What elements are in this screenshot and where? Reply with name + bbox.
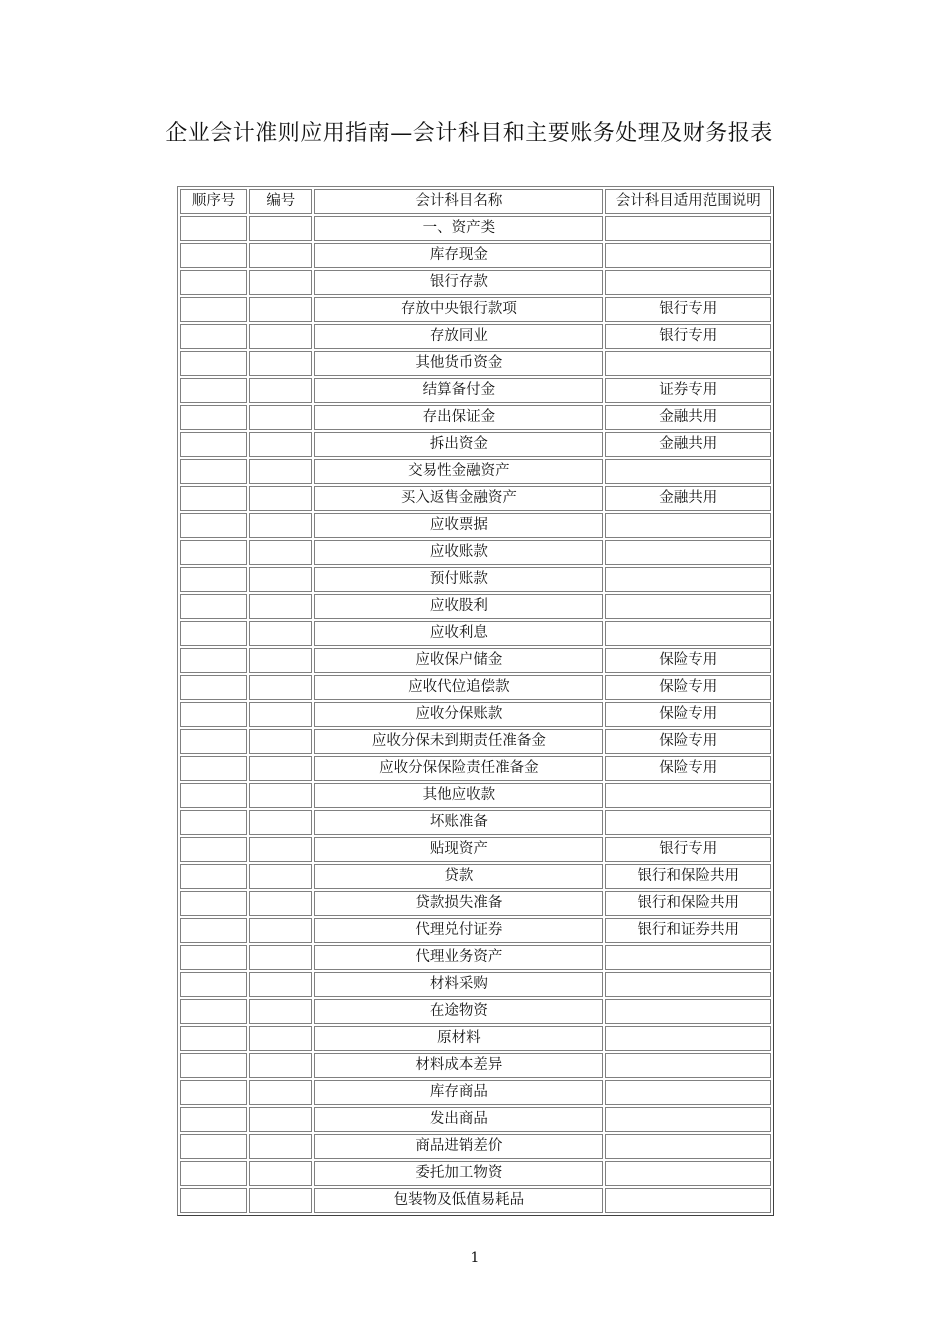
cell-name: 存放同业	[314, 324, 603, 349]
cell-code	[249, 999, 312, 1024]
cell-name: 交易性金融资产	[314, 459, 603, 484]
cell-seq	[180, 1134, 247, 1159]
table-row	[180, 378, 771, 403]
cell-scope: 保险专用	[605, 648, 771, 673]
cell-code	[249, 216, 312, 241]
header-code: 编号	[249, 189, 312, 214]
cell-code	[249, 1026, 312, 1051]
table-row	[180, 864, 771, 889]
cell-scope: 银行和保险共用	[605, 891, 771, 916]
cell-name: 应收保户储金	[314, 648, 603, 673]
cell-scope: 证券专用	[605, 378, 771, 403]
cell-seq	[180, 837, 247, 862]
cell-code	[249, 1107, 312, 1132]
cell-scope: 保险专用	[605, 702, 771, 727]
cell-scope	[605, 594, 771, 619]
cell-code	[249, 270, 312, 295]
cell-scope: 金融共用	[605, 486, 771, 511]
cell-seq	[180, 810, 247, 835]
cell-name: 贴现资产	[314, 837, 603, 862]
cell-code	[249, 567, 312, 592]
cell-seq	[180, 324, 247, 349]
cell-code	[249, 810, 312, 835]
cell-seq	[180, 540, 247, 565]
cell-scope	[605, 270, 771, 295]
cell-scope	[605, 1107, 771, 1132]
cell-seq	[180, 648, 247, 673]
table-row	[180, 729, 771, 754]
cell-name: 买入返售金融资产	[314, 486, 603, 511]
table-row	[180, 216, 771, 241]
cell-name: 包装物及低值易耗品	[314, 1188, 603, 1213]
document-title: 企业会计准则应用指南—会计科目和主要账务处理及财务报表	[165, 121, 773, 146]
table-row	[180, 297, 771, 322]
cell-scope: 银行专用	[605, 837, 771, 862]
cell-seq	[180, 459, 247, 484]
cell-name: 坏账准备	[314, 810, 603, 835]
cell-seq	[180, 432, 247, 457]
cell-seq	[180, 864, 247, 889]
cell-name: 材料采购	[314, 972, 603, 997]
cell-code	[249, 1161, 312, 1186]
cell-name: 其他货币资金	[314, 351, 603, 376]
table-row	[180, 972, 771, 997]
cell-name: 库存现金	[314, 243, 603, 268]
cell-scope	[605, 1053, 771, 1078]
cell-seq	[180, 1053, 247, 1078]
table-row	[180, 1053, 771, 1078]
cell-scope	[605, 1026, 771, 1051]
cell-name: 应收代位追偿款	[314, 675, 603, 700]
header-name: 会计科目名称	[314, 189, 603, 214]
cell-seq	[180, 945, 247, 970]
cell-name: 预付账款	[314, 567, 603, 592]
cell-scope	[605, 351, 771, 376]
cell-seq	[180, 243, 247, 268]
cell-code	[249, 918, 312, 943]
table-row	[180, 459, 771, 484]
cell-seq	[180, 999, 247, 1024]
cell-code	[249, 1053, 312, 1078]
cell-scope: 银行和保险共用	[605, 864, 771, 889]
cell-scope: 金融共用	[605, 432, 771, 457]
cell-seq	[180, 297, 247, 322]
cell-seq	[180, 405, 247, 430]
cell-scope	[605, 621, 771, 646]
table-row	[180, 756, 771, 781]
cell-code	[249, 243, 312, 268]
accounts-table-container	[177, 186, 774, 1216]
cell-name: 银行存款	[314, 270, 603, 295]
cell-code	[249, 972, 312, 997]
table-header-row	[180, 189, 771, 214]
cell-name: 代理业务资产	[314, 945, 603, 970]
table-row	[180, 594, 771, 619]
cell-code	[249, 945, 312, 970]
cell-name: 应收票据	[314, 513, 603, 538]
cell-name: 结算备付金	[314, 378, 603, 403]
cell-scope: 保险专用	[605, 729, 771, 754]
cell-seq	[180, 756, 247, 781]
cell-code	[249, 297, 312, 322]
cell-scope	[605, 1161, 771, 1186]
cell-name: 发出商品	[314, 1107, 603, 1132]
cell-name: 一、资产类	[314, 216, 603, 241]
cell-seq	[180, 1107, 247, 1132]
cell-scope	[605, 1080, 771, 1105]
cell-name: 应收分保未到期责任准备金	[314, 729, 603, 754]
cell-code	[249, 459, 312, 484]
cell-code	[249, 1134, 312, 1159]
cell-scope	[605, 540, 771, 565]
cell-scope: 保险专用	[605, 675, 771, 700]
cell-seq	[180, 594, 247, 619]
cell-name: 代理兑付证券	[314, 918, 603, 943]
cell-code	[249, 378, 312, 403]
cell-code	[249, 432, 312, 457]
table-row	[180, 351, 771, 376]
cell-name: 委托加工物资	[314, 1161, 603, 1186]
cell-code	[249, 648, 312, 673]
cell-code	[249, 405, 312, 430]
cell-scope	[605, 999, 771, 1024]
table-row	[180, 1188, 771, 1213]
table-row	[180, 540, 771, 565]
cell-seq	[180, 351, 247, 376]
table-row	[180, 621, 771, 646]
cell-name: 库存商品	[314, 1080, 603, 1105]
cell-seq	[180, 891, 247, 916]
cell-code	[249, 540, 312, 565]
header-seq: 顺序号	[180, 189, 247, 214]
cell-scope	[605, 972, 771, 997]
cell-code	[249, 513, 312, 538]
cell-name: 拆出资金	[314, 432, 603, 457]
cell-seq	[180, 270, 247, 295]
cell-name: 存放中央银行款项	[314, 297, 603, 322]
cell-name: 贷款损失准备	[314, 891, 603, 916]
table-row	[180, 324, 771, 349]
cell-scope	[605, 216, 771, 241]
cell-scope	[605, 783, 771, 808]
header-scope: 会计科目适用范围说明	[605, 189, 771, 214]
table-row	[180, 1134, 771, 1159]
table-row	[180, 270, 771, 295]
cell-scope	[605, 1134, 771, 1159]
cell-scope: 银行和证券共用	[605, 918, 771, 943]
table-row	[180, 432, 771, 457]
cell-seq	[180, 972, 247, 997]
cell-seq	[180, 1080, 247, 1105]
cell-name: 在途物资	[314, 999, 603, 1024]
cell-scope: 银行专用	[605, 297, 771, 322]
cell-seq	[180, 1188, 247, 1213]
cell-code	[249, 675, 312, 700]
cell-name: 材料成本差异	[314, 1053, 603, 1078]
cell-name: 存出保证金	[314, 405, 603, 430]
cell-code	[249, 1080, 312, 1105]
cell-name: 应收分保保险责任准备金	[314, 756, 603, 781]
cell-scope	[605, 243, 771, 268]
cell-seq	[180, 1161, 247, 1186]
cell-code	[249, 756, 312, 781]
cell-scope: 金融共用	[605, 405, 771, 430]
cell-seq	[180, 1026, 247, 1051]
table-row	[180, 1026, 771, 1051]
cell-scope: 银行专用	[605, 324, 771, 349]
table-row	[180, 243, 771, 268]
cell-name: 应收利息	[314, 621, 603, 646]
cell-seq	[180, 702, 247, 727]
cell-seq	[180, 918, 247, 943]
cell-name: 应收账款	[314, 540, 603, 565]
cell-seq	[180, 513, 247, 538]
page-number: 1	[470, 1250, 480, 1266]
cell-seq	[180, 783, 247, 808]
table-row	[180, 810, 771, 835]
table-row	[180, 918, 771, 943]
cell-code	[249, 729, 312, 754]
table-row	[180, 999, 771, 1024]
cell-code	[249, 486, 312, 511]
table-row	[180, 513, 771, 538]
cell-code	[249, 594, 312, 619]
cell-name: 其他应收款	[314, 783, 603, 808]
accounts-table	[177, 186, 774, 1216]
table-row	[180, 1080, 771, 1105]
cell-code	[249, 864, 312, 889]
cell-scope	[605, 567, 771, 592]
cell-scope	[605, 459, 771, 484]
table-row	[180, 1161, 771, 1186]
cell-code	[249, 1188, 312, 1213]
cell-scope	[605, 1188, 771, 1213]
cell-seq	[180, 621, 247, 646]
cell-code	[249, 621, 312, 646]
cell-name: 应收股利	[314, 594, 603, 619]
cell-code	[249, 324, 312, 349]
cell-scope	[605, 513, 771, 538]
table-row	[180, 1107, 771, 1132]
cell-name: 原材料	[314, 1026, 603, 1051]
table-row	[180, 945, 771, 970]
cell-scope: 保险专用	[605, 756, 771, 781]
table-row	[180, 648, 771, 673]
cell-code	[249, 837, 312, 862]
table-row	[180, 405, 771, 430]
cell-seq	[180, 216, 247, 241]
cell-seq	[180, 729, 247, 754]
table-row	[180, 891, 771, 916]
table-row	[180, 567, 771, 592]
table-row	[180, 675, 771, 700]
cell-code	[249, 702, 312, 727]
cell-scope	[605, 810, 771, 835]
table-row	[180, 837, 771, 862]
cell-scope	[605, 945, 771, 970]
cell-seq	[180, 675, 247, 700]
cell-code	[249, 351, 312, 376]
cell-seq	[180, 486, 247, 511]
cell-name: 商品进销差价	[314, 1134, 603, 1159]
table-row	[180, 486, 771, 511]
cell-code	[249, 891, 312, 916]
table-body	[180, 216, 771, 1213]
cell-name: 贷款	[314, 864, 603, 889]
table-row	[180, 783, 771, 808]
cell-code	[249, 783, 312, 808]
cell-seq	[180, 567, 247, 592]
table-row	[180, 702, 771, 727]
cell-seq	[180, 378, 247, 403]
cell-name: 应收分保账款	[314, 702, 603, 727]
